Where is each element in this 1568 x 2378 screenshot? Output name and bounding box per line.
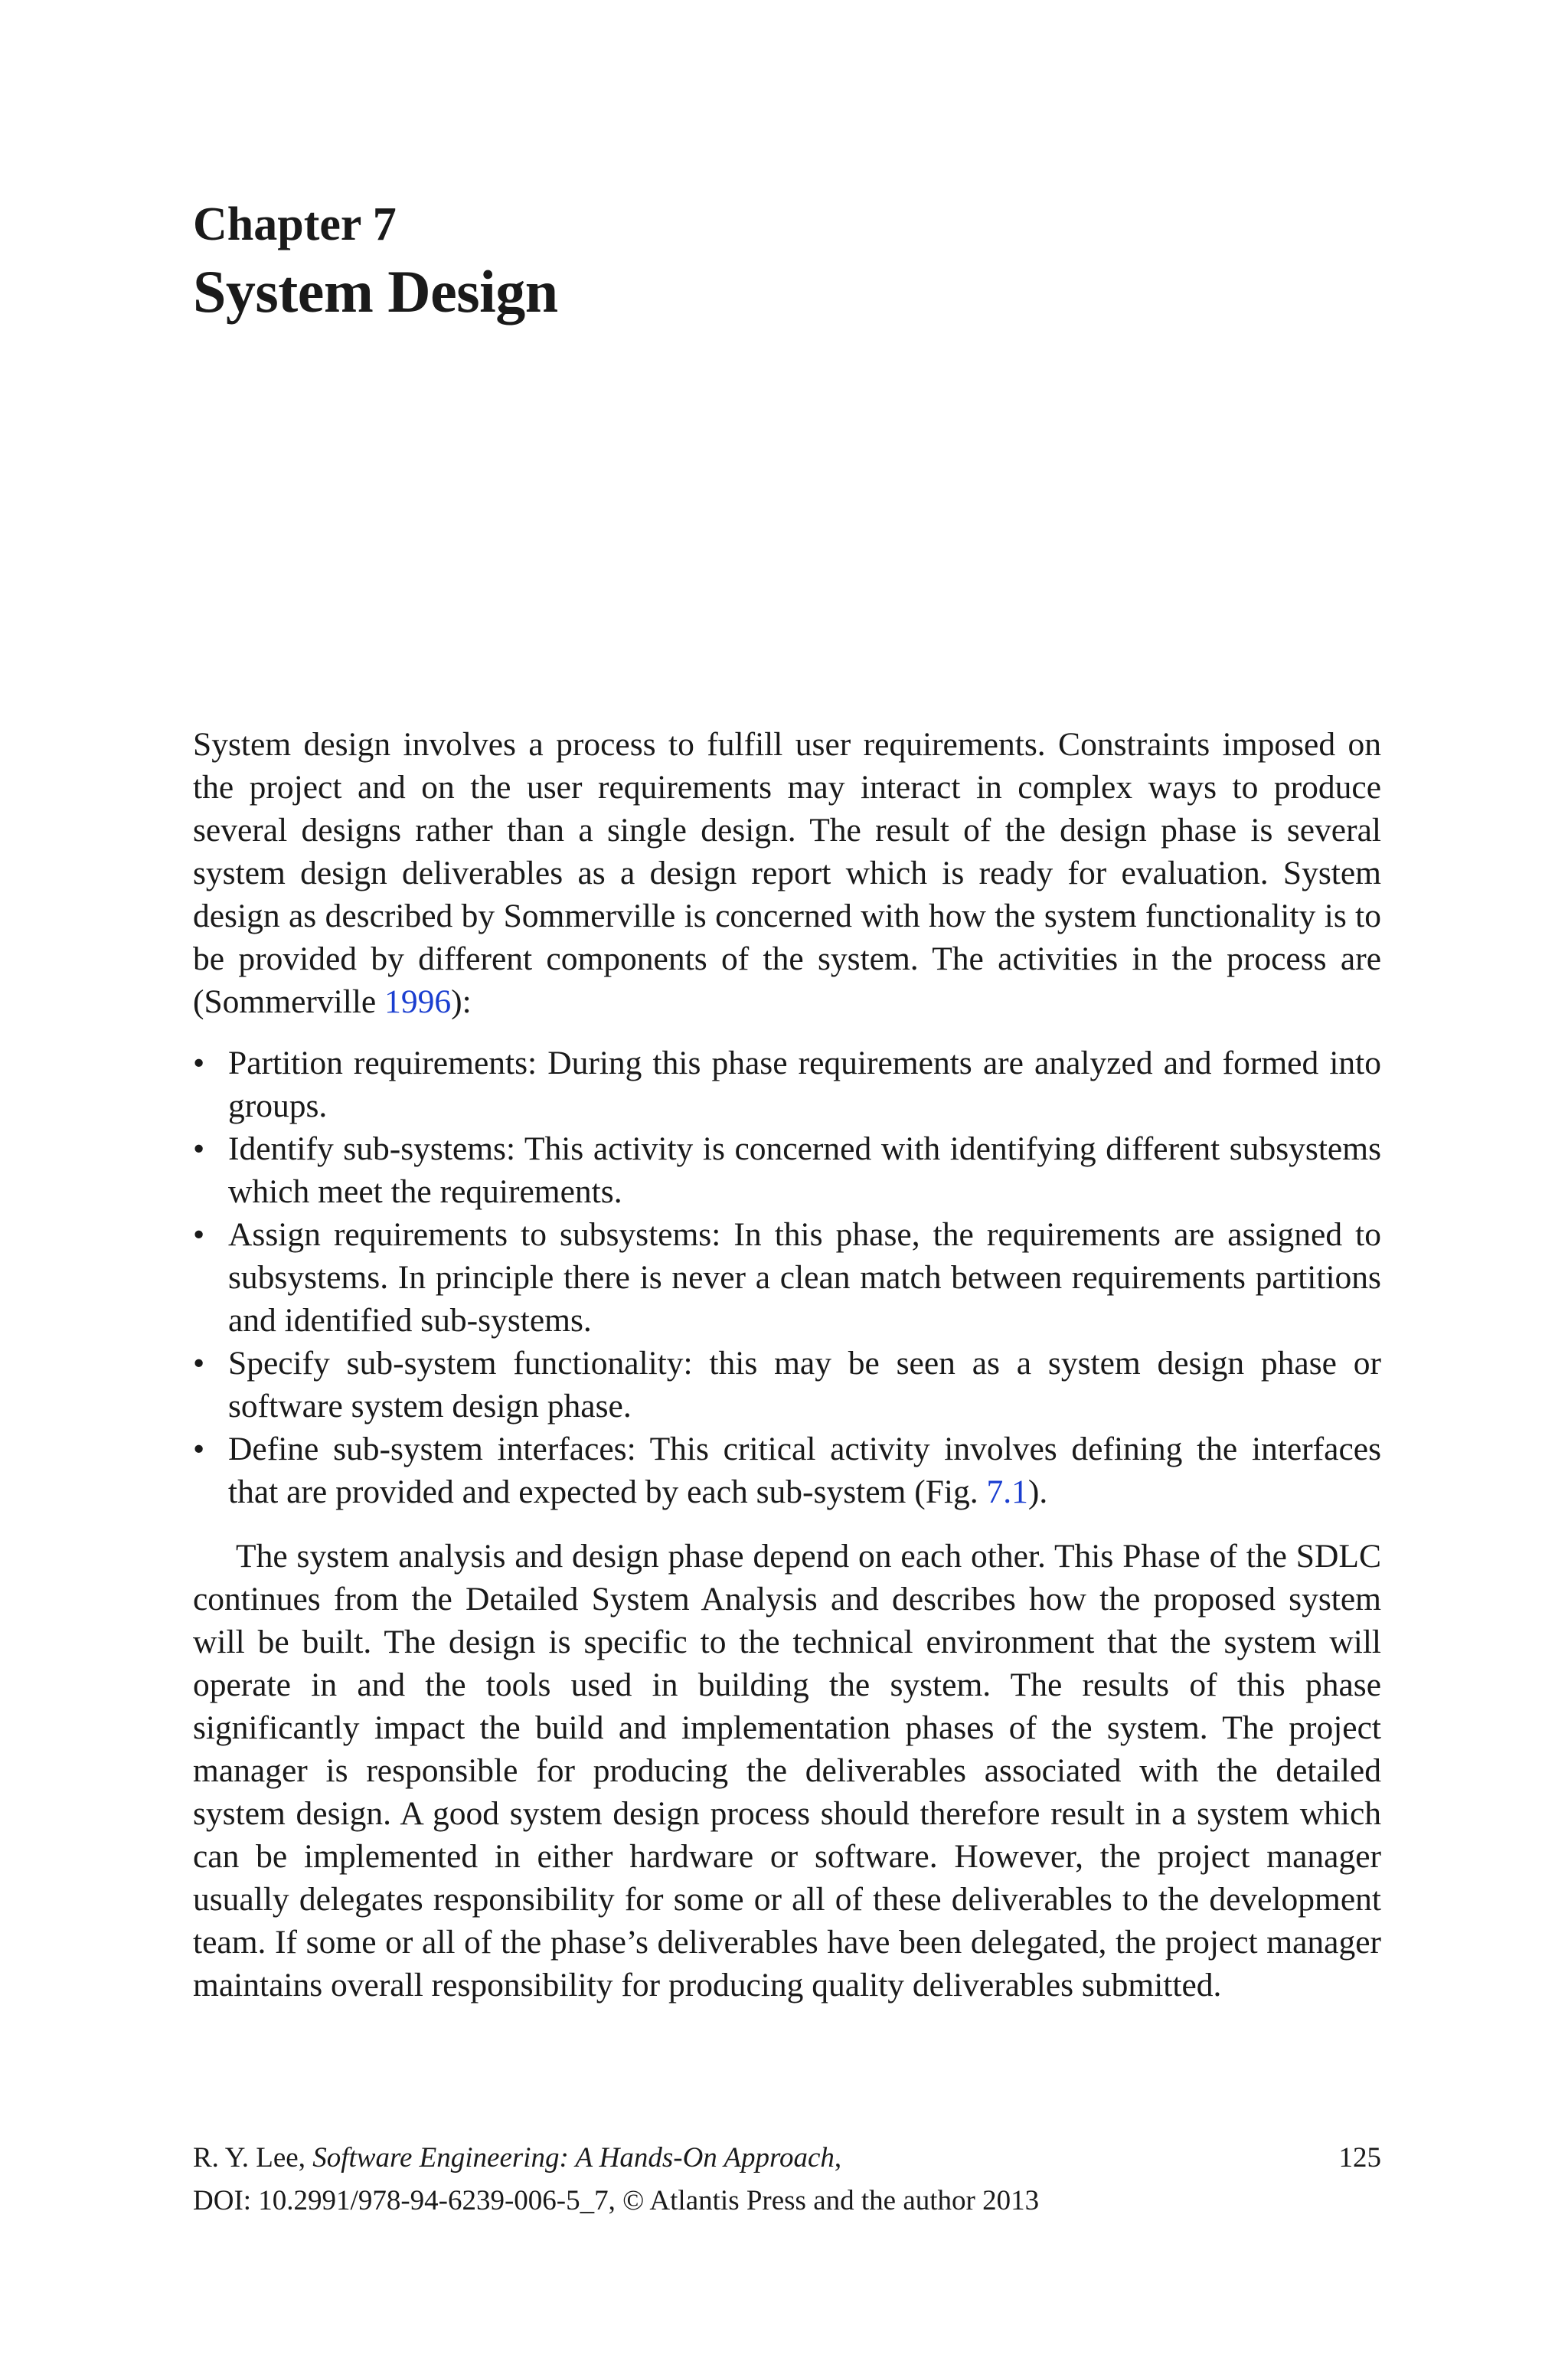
list-item-text: Define sub-system interfaces: This critical activity involves defining the interfaces that are provided and expected by each sub-system (Fig. (228, 1431, 1381, 1510)
footer-doi-line: DOI: 10.2991/978-94-6239-006-5_7, © Atlantis Press and the author 2013 (193, 2185, 1040, 2216)
page-footer (193, 2137, 1381, 2223)
footer-citation-line (193, 2137, 1381, 2180)
body-paragraph: The system analysis and design phase depend on each other. This Phase of the SDLC continues from the Detailed System Analysis and describes how the proposed system will be built. The design is specific to the technical environment that the system will operate in and the tools used in building the system. The results of this phase significantly impact the build and implementation phases of the system. The project manager is responsible for producing the deliverables associated with the detailed system design. A good system design process should therefore result in a system which can be implemented in either hardware or software. However, the project manager usually delegates responsibility for some or all of these deliverables to the development team. If some or all of the phase’s deliverables have been delegated, the project manager maintains overall responsibility for producing quality deliverables submitted. (193, 1538, 1381, 2003)
citation-link-sommerville-1996[interactable]: 1996 (384, 983, 452, 1020)
intro-text-end: ): (451, 983, 472, 1020)
list-item-text: Identify sub-systems: This activity is concerned with identifying different subsystems which meet the requirements. (228, 1130, 1381, 1210)
bullet-icon: • (193, 1431, 205, 1467)
footer-author: R. Y. Lee, (193, 2142, 313, 2174)
list-item (193, 1428, 1381, 1513)
bullet-icon: • (193, 1130, 205, 1167)
list-item-text-end: ). (1027, 1474, 1048, 1510)
list-item (193, 1213, 1381, 1342)
chapter-label: Chapter 7 (193, 198, 397, 250)
intro-paragraph (193, 723, 1381, 1023)
page-number: 125 (1338, 2142, 1381, 2174)
footer-book-title: Software Engineering: A Hands-On Approach (312, 2142, 835, 2174)
bullet-icon: • (193, 1045, 205, 1081)
list-item-text: Assign requirements to subsystems: In this phase, the requirements are assigned to subsystems. In principle there is never a clean match between requirements partitions and identified sub-systems. (228, 1216, 1381, 1339)
chapter-title: System Design (193, 258, 558, 325)
intro-text: System design involves a process to fulfill user requirements. Constraints imposed on the project and on the user requirements may interact in complex ways to produce several designs rather than a single design. The result of the design phase is several system design deliverables as a design report which is ready for evaluation. System design as described by Sommerville is concerned with how the system functionality is to be provided by different components of the system. The activities in the process are (Sommerville (193, 726, 1381, 1020)
list-item (193, 1342, 1381, 1428)
design-activities-list (193, 1042, 1381, 1513)
list-item-text: Specify sub-system functionality: this may be seen as a system design phase or software system design phase. (228, 1345, 1381, 1425)
list-item-text: Partition requirements: During this phase requirements are analyzed and formed into groups. (228, 1045, 1381, 1124)
list-item (193, 1042, 1381, 1127)
figure-link-7-1[interactable]: 7.1 (986, 1474, 1028, 1510)
footer-comma: , (834, 2142, 842, 2174)
bullet-icon: • (193, 1345, 205, 1382)
list-item (193, 1127, 1381, 1213)
bullet-icon: • (193, 1216, 205, 1253)
book-page (193, 0, 1381, 2378)
